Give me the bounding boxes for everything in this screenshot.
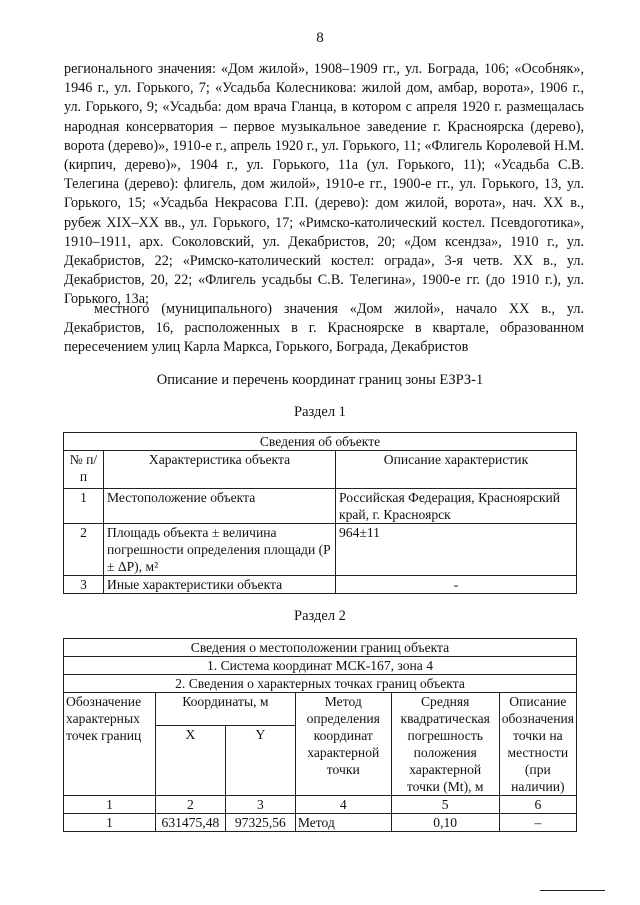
section1-title: Раздел 1: [294, 404, 346, 420]
divider: [540, 890, 605, 891]
table1-cell: Местоположение объекта: [104, 489, 336, 524]
table2-header-method: Метод определения координат характерной точки: [295, 693, 391, 796]
table1-cell: Российская Федерация, Красноярский край, г. Красноярск: [336, 489, 577, 524]
table1-cell: Иные характеристики объекта: [104, 576, 336, 594]
table2-header-y: Y: [225, 726, 295, 796]
table-row: [64, 814, 577, 832]
table1-cell: -: [336, 576, 577, 594]
table-row: [64, 576, 577, 594]
table-row: [64, 524, 577, 576]
table2-col-number: 3: [225, 796, 295, 814]
paragraph-regional-objects: регионального значения: «Дом жилой», 1908–1909 гг., ул. Бограда, 106; «Особняк», 1946 г., ул. Горького, 7; «Усадьба Колесникова: жилой дом, амбар, ворота», 1906 г., ул. Горького, 9; «Усадьба: дом врача Гланца, в котором с апреля 1920 г. размещалась народная консерватория – первое музыкальное заведение г. Красноярска (дерево), ворота (дерево)», 1910-е г., апрель 1920 г., ул. Горького, 11; «Флигель Королевой Н.М. (кирпич, дерево)», 1904 г., ул. Горького, 11а (ул. Горького, 11); «Усадьба С.В. Телегина (дерево): флигель, дом жилой», 1910-е гг., 1900-е гг., ул. Горького, 13, ул. Горького, 15; «Усадьба Некрасова Г.П. (дерево): дом жилой, ворота», нач. XX в., рубеж XIX–XX вв., ул. Горького, 17; «Римско-католический костел. Псевдоготика», 1910–1911, арх. Соколовский, ул. Декабристов, 20; «Дом ксендза», 1910 г., ул. Декабристов, 22; «Римско-католический костел: ограда», 3-я четв. XX в., ул. Декабристов, 20, 22; «Флигель усадьбы С.В. Телегина», 1900-е гг. (до 1910 г.), ул. Горького, 13а;: [64, 61, 584, 308]
zone-heading: Описание и перечень координат границ зоны ЕЗРЗ-1: [156, 372, 484, 388]
table2-header-x: X: [155, 726, 225, 796]
table1-cell: 964±11: [336, 524, 577, 576]
table2-cell: Метод: [295, 814, 391, 832]
table1-cell: 1: [64, 489, 104, 524]
table2-caption3: 2. Сведения о характерных точках границ объекта: [64, 675, 577, 693]
table-row: [64, 489, 577, 524]
table2-header-desc: Описание обозначения точки на местности (при наличии): [499, 693, 576, 796]
table2-cell: 1: [64, 814, 156, 832]
table2-col-number: 6: [499, 796, 576, 814]
table1-cell: 3: [64, 576, 104, 594]
table2-col-number: 1: [64, 796, 156, 814]
table2-cell: 631475,48: [155, 814, 225, 832]
table2-header-coords: Координаты, м: [155, 693, 295, 726]
table1-header-char: Характеристика объекта: [104, 451, 336, 489]
table1-cell: 2: [64, 524, 104, 576]
table2-cell: 0,10: [391, 814, 499, 832]
table1-header-desc: Описание характеристик: [336, 451, 577, 489]
table2-col-number: 5: [391, 796, 499, 814]
table-row: [64, 796, 577, 814]
table2-col-number: 2: [155, 796, 225, 814]
table2-caption2: 1. Система координат МСК-167, зона 4: [64, 657, 577, 675]
table2-cell: 97325,56: [225, 814, 295, 832]
table2-caption1: Сведения о местоположении границ объекта: [64, 639, 577, 657]
table2-cell: –: [499, 814, 576, 832]
table2-col-number: 4: [295, 796, 391, 814]
table1-cell: Площадь объекта ± величина погрешности определения площади (P ± ΔP), м²: [104, 524, 336, 576]
section2-title: Раздел 2: [294, 608, 346, 624]
boundary-points-table: [63, 638, 577, 832]
paragraph-local-objects: местного (муниципального) значения «Дом жилой», начало XX в., ул. Декабристов, 16, расположенных в г. Красноярске в квартале, образованном пересечением улиц Карла Маркса, Горького, Бограда, Декабристов: [64, 301, 584, 356]
page-number: 8: [316, 30, 324, 46]
table1-caption: Сведения об объекте: [64, 433, 577, 451]
table2-header-point: Обозначение характерных точек границ: [64, 693, 156, 796]
object-info-table: [63, 432, 577, 594]
table1-header-num: № п/п: [64, 451, 104, 489]
table2-header-mt: Средняя квадратическая погрешность положения характерной точки (Mt), м: [391, 693, 499, 796]
